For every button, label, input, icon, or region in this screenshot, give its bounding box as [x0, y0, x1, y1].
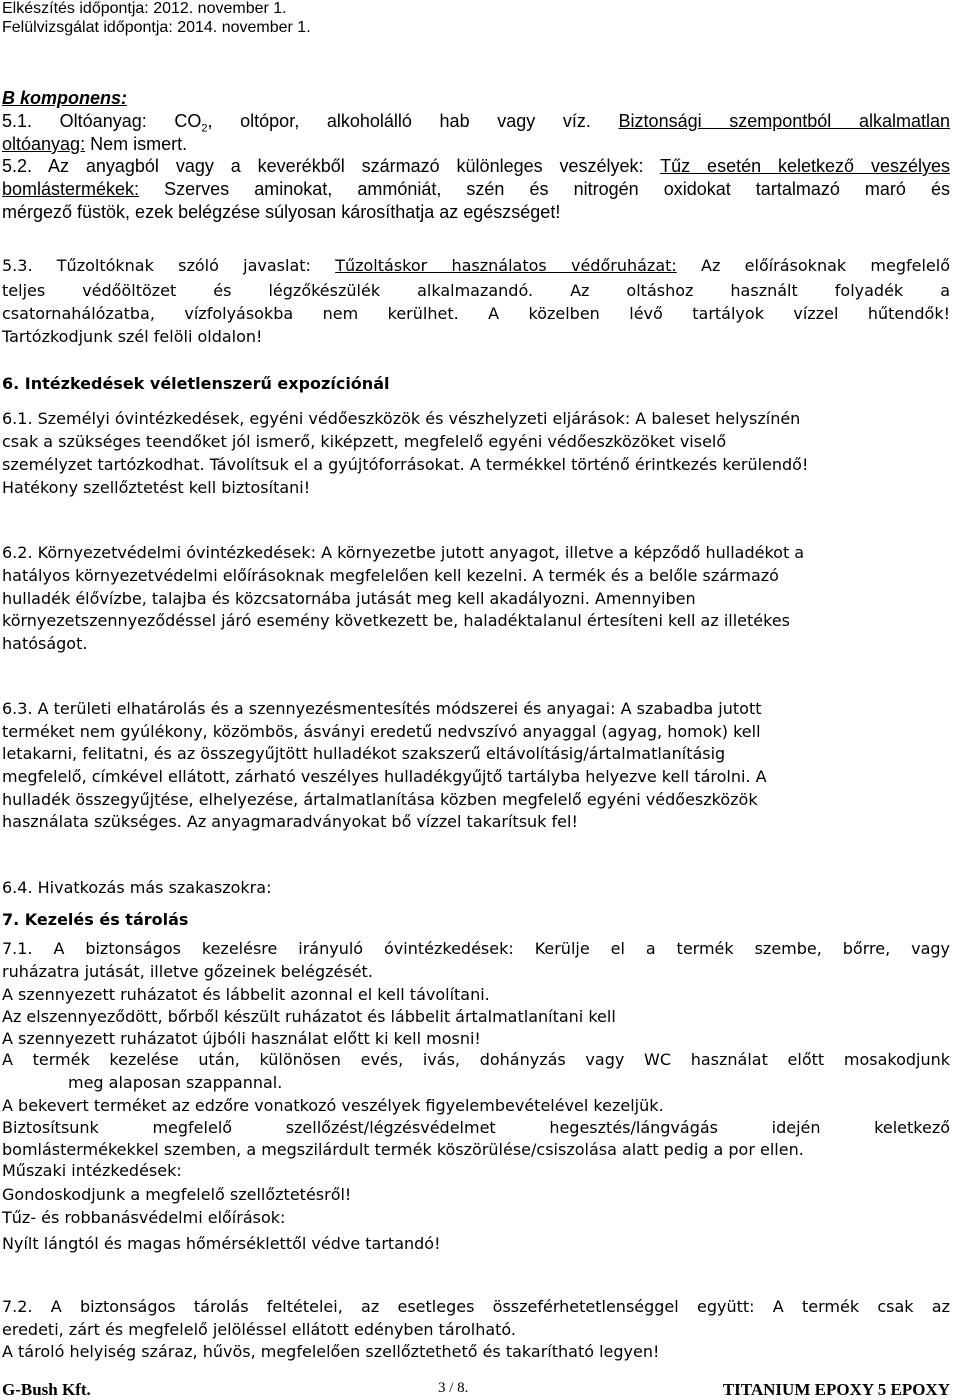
co2-subscript: 2 [201, 122, 208, 135]
para-6-1-line-4: Hatékony szellőztetést kell biztosítani! [2, 478, 311, 497]
para-5-2-line-3: mérgező füstök, ezek belégzése súlyosan károsíthatja az egészséget! [2, 202, 561, 222]
special-hazards-label: 5.2. Az anyagból vagy a keverékből származó különleges veszélyek: [2, 156, 661, 176]
para-6-1-line-1: 6.1. Személyi óvintézkedések, egyéni védőeszközök és vészhelyzeti eljárások: A baleset helyszínén [2, 409, 801, 428]
decomposition-label: bomlástermékek: [2, 179, 140, 199]
para-6-3-line-6: használata szükséges. Az anyagmaradványokat bő vízzel takarítsuk fel! [2, 812, 578, 831]
para-5-2-line-2 [2, 179, 950, 200]
para-7-2-line-3: A tároló helyiség száraz, hűvös, megfelelően szellőztethető és takarítható legyen! [2, 1342, 660, 1361]
section-7-title: 7. Kezelés és tárolás [2, 910, 189, 929]
extinguisher-values: , oltópor, alkoholálló hab vagy víz. [207, 111, 619, 131]
para-6-2-line-1: 6.2. Környezetvédelmi óvintézkedések: A környezetbe jutott anyagot, illetve a képződő hulladékot a [2, 543, 805, 562]
para-6-4: 6.4. Hivatkozás más szakaszokra: [2, 878, 272, 897]
para-6-3-line-4: megfelelő, címkével ellátott, zárható veszélyes hulladékgyűjtő tartályba helyezve kell tárolni. A [2, 767, 767, 786]
footer-page-number: 3 / 8. [438, 1380, 469, 1396]
protective-clothing-text: Az előírásoknak megfelelő [676, 256, 951, 275]
para-6-3-line-1: 6.3. A területi elhatárolás és a szennyezésmentesítés módszerei és anyagai: A szabadba jutott [2, 699, 762, 718]
para-5-3-line-2: teljes védőöltözet és légzőkészülék alkalmazandó. Az oltáshoz használt folyadék a [2, 281, 950, 300]
para-6-2-line-5: hatóságot. [2, 634, 88, 653]
para-7-1-line-13: Tűz- és robbanásvédelmi előírások: [2, 1208, 286, 1227]
para-7-2-line-2: eredeti, zárt és megfelelő jelöléssel ellátott edényben tárolható. [2, 1320, 517, 1339]
para-7-1-line-4: Az elszennyeződött, bőrből készült ruházatot és lábbelit ártalmatlanítani kell [2, 1007, 616, 1026]
para-5-3-line-1 [2, 256, 950, 275]
para-7-1-line-11: Műszaki intézkedések: [2, 1161, 182, 1180]
para-5-1-line-1 [2, 111, 950, 135]
para-6-2-line-2: hatályos környezetvédelmi előírásoknak megfelelően kell kezelni. A termék és a belőle származó [2, 566, 779, 585]
b-component-heading [2, 88, 950, 109]
para-6-3-line-5: hulladék összegyűjtése, elhelyezése, ártalmatlanítása közben megfelelő egyéni védőeszközök [2, 790, 758, 809]
para-7-1-line-3: A szennyezett ruházatot és lábbelit azonnal el kell távolítani. [2, 985, 490, 1004]
para-7-1-line-8: A bekevert terméket az edzőre vonatkozó veszélyek figyelembevételével kezeljük. [2, 1096, 664, 1115]
para-6-1-line-3: személyzet tartózkodhat. Távolítsuk el a gyújtóforrásokat. A termékkel történő érintkezés kerülendő! [2, 455, 809, 474]
para-7-1-line-2: ruházatra jutását, illetve gőzeinek belégzését. [2, 962, 373, 981]
revised-date: Felülvizsgálat időpontja: 2014. november 1. [2, 19, 311, 36]
para-7-1-line-5: A szennyezett ruházatot újbóli használat előtt ki kell mosni! [2, 1029, 481, 1048]
unsuitable-extinguisher-label: Biztonsági szempontból alkalmatlan [618, 111, 950, 131]
para-6-3-line-2: terméket nem gyúlékony, közömbös, ásványi eredetű nedvszívó anyaggal (agyag, homok) kell [2, 722, 761, 741]
para-6-2-line-3: hulladék élővízbe, talajba és közcsatornába jutását meg kell akadályozni. Amennyiben [2, 589, 696, 608]
footer-product-name: TITANIUM EPOXY 5 EPOXY [722, 1380, 950, 1399]
firefighter-advice-label: 5.3. Tűzoltóknak szóló javaslat: [2, 256, 336, 275]
footer-company: G-Bush Kft. [2, 1380, 91, 1399]
para-5-2-line-1 [2, 156, 950, 177]
extinguisher-label: 5.1. Oltóanyag: CO [2, 111, 202, 131]
para-6-2-line-4: környezetszennyeződéssel járó esemény következett be, haladéktalanul értesíteni kell az illetékes [2, 611, 790, 630]
para-5-1-line-2 [2, 134, 950, 155]
para-7-1-line-10: bomlástermékekkel szemben, a megszilárdult termék köszörülése/csiszolása alatt pedig a por ellen. [2, 1140, 804, 1159]
unsuitable-extinguisher-value: Nem ismert. [85, 134, 188, 154]
b-component-label: B komponens: [2, 88, 128, 108]
section-6-title: 6. Intézkedések véletlenszerű expozíciónál [2, 374, 390, 393]
para-7-2-line-1: 7.2. A biztonságos tárolás feltételei, az esetleges összeférhetetlenséggel együtt: A termék csak az [2, 1297, 950, 1316]
para-6-1-line-2: csak a szükséges teendőket jól ismerő, kiképzett, megfelelő egyéni védőeszközöket viselő [2, 432, 727, 451]
para-7-1-line-12: Gondoskodjunk a megfelelő szellőztetésről! [2, 1185, 352, 1204]
created-date: Elkészítés időpontja: 2012. november 1. [2, 0, 287, 17]
decomposition-text: Szerves aminokat, ammóniát, szén és nitrogén oxidokat tartalmazó maró és [139, 179, 950, 199]
para-5-3-line-3: csatornahálózatba, vízfolyásokba nem kerülhet. A közelben lévő tartályok vízzel hűtendők! [2, 304, 950, 323]
para-7-1-line-7: meg alaposan szappannal. [68, 1073, 283, 1092]
fire-hazards-label: Tűz esetén keletkező veszélyes [660, 156, 950, 176]
para-7-1-line-9: Biztosítsunk megfelelő szellőzést/légzésvédelmet hegesztés/lángvágás idején keletkező [2, 1118, 950, 1137]
unsuitable-extinguisher-label-2: oltóanyag: [2, 134, 86, 154]
para-7-1-line-1: 7.1. A biztonságos kezelésre irányuló óvintézkedések: Kerülje el a termék szembe, bőrre, vagy [2, 939, 950, 958]
para-6-3-line-3: letakarni, felitatni, és az összegyűjtött hulladékot szakszerű eltávolításig/ártalmatlanításig [2, 744, 726, 763]
para-7-1-line-14: Nyílt lángtól és magas hőmérséklettől védve tartandó! [2, 1234, 441, 1253]
para-7-1-line-6: A termék kezelése után, különösen evés, ivás, dohányzás vagy WC használat előtt mosakodjunk [2, 1050, 950, 1069]
protective-clothing-label: Tűzoltáskor használatos védőruházat: [335, 256, 677, 275]
para-5-3-line-4: Tartózkodjunk szél felöli oldalon! [2, 327, 263, 346]
